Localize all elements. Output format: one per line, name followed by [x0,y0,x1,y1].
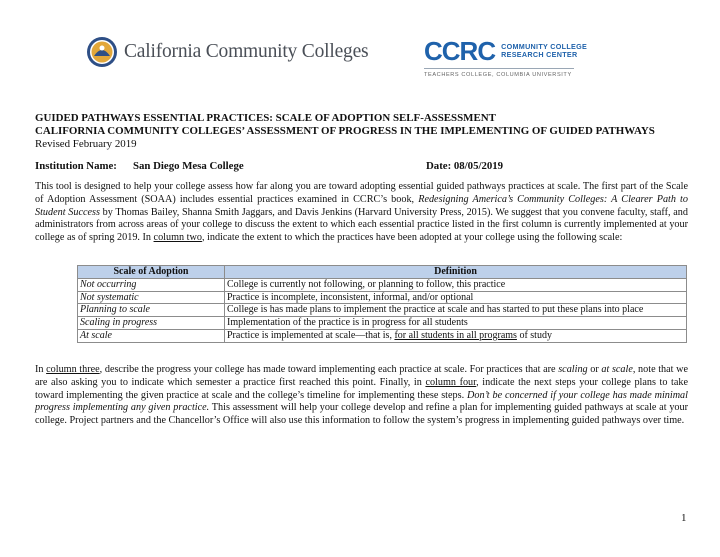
ccrc-fullname [501,43,587,60]
header-logos [0,36,720,86]
scale-definition: College is currently not following, or planning to follow, this practice [225,278,687,291]
header-scale: Scale of Adoption [78,266,225,279]
cc-seal-icon [86,36,118,68]
column-four-ref: column four [425,376,477,388]
table-row [78,291,687,304]
scale-definition [225,329,687,342]
document-heading [35,112,695,151]
scaling-term: scaling [558,364,588,375]
ccrc-logo [424,38,587,78]
instr-text-c: , note that we are also asking you to indicate which semester a practice first reached this point. Finally, in [35,364,688,388]
cc-logo-text: California Community Colleges [124,41,369,62]
instr-text-d: , indicate the next steps your college plans to take toward implementing the given practice at scale and the college’s timeline for implementing these steps. [35,376,688,401]
ccrc-abbreviation: CCRC [424,36,496,66]
column-three-ref: column three [46,364,100,375]
instr-text-a: In [35,364,47,375]
intro-text-2: by Thomas Bailey, Shanna Smith Jaggars, and Davis Jenkins (Harvard University Press, 2015). We suggest that you convene faculty, staff, and administrators from across areas of your college to discuss the extent to which each essential practice listed in the first column is currently implemented at your college as of spring 2019. In [35,206,688,244]
scale-level: Not occurring [78,278,225,291]
definition-underlined: for all students in all programs [394,329,517,341]
scale-definition: Practice is incomplete, inconsistent, informal, and/or optional [225,291,687,304]
instr-note: Don’t be concerned if your college has made minimal progress implementing any given practice. [35,389,688,414]
book-title: Redesigning America’s Community Colleges: A Clearer Path to Student Success [35,193,688,218]
table-header-row [78,266,687,279]
assessment-date: Date: 08/05/2019 [426,160,504,172]
institution-label: Institution Name: [35,160,117,172]
instr-or: or [587,364,602,375]
definition-text-a: Practice is implemented at scale—that is, [227,329,395,341]
scale-definition: Implementation of the practice is in progress for all students [225,317,687,330]
instr-text-b: , describe the progress your college has made toward implementing each practice at scale. For practices that are [99,364,559,375]
california-community-colleges-logo [86,36,368,68]
page-number: 1 [681,512,687,524]
at-scale-term: at scale [601,364,633,375]
intro-text-1: This tool is designed to help your college assess how far along you are toward adopting essential guided pathways practices at scale. The first part of the Scale of Adoption Assessment (SOAA) includes essential practices examined in CCRC’s book, [35,181,688,205]
ccrc-affiliation: TEACHERS COLLEGE, COLUMBIA UNIVERSITY [424,72,572,78]
document-subtitle: CALIFORNIA COMMUNITY COLLEGES’ ASSESSMENT OF PROGRESS IN THE IMPLEMENTING OF GUIDED PATHWAYS [35,124,655,137]
intro-paragraph [35,181,688,245]
scale-level: Not systematic [78,291,225,304]
scale-level: At scale [78,329,225,342]
instr-text-e: This assessment will help your college develop and refine a plan for implementing guided pathways at scale at your college. Project partners and the Chancellor’s Office will also use this information to follow the system’s progress in implementing guided pathways over time. [35,402,688,427]
scale-definition: College is has made plans to implement the practice at scale and has started to put these plans into place [225,304,687,317]
scale-of-adoption-table [77,265,687,343]
column-two-ref: column two [153,232,202,244]
table-row [78,278,687,291]
instructions-paragraph [35,364,688,428]
intro-text-3: , indicate the extent to which the practices have been adopted at your college using the following scale: [201,232,623,244]
ccrc-line1: COMMUNITY COLLEGE [501,41,588,51]
definition-text-b: of study [516,329,552,341]
table-row [78,329,687,342]
scale-level: Scaling in progress [78,317,225,330]
revision-date: Revised February 2019 [35,137,137,150]
scale-level: Planning to scale [78,304,225,317]
institution-name: San Diego Mesa College [133,160,244,172]
ccrc-divider [424,68,574,69]
table-row [78,317,687,330]
table-row [78,304,687,317]
ccrc-line2: RESEARCH CENTER [501,50,578,59]
header-definition: Definition [225,266,687,279]
document-title: GUIDED PATHWAYS ESSENTIAL PRACTICES: SCALE OF ADOPTION SELF-ASSESSMENT [35,112,496,124]
